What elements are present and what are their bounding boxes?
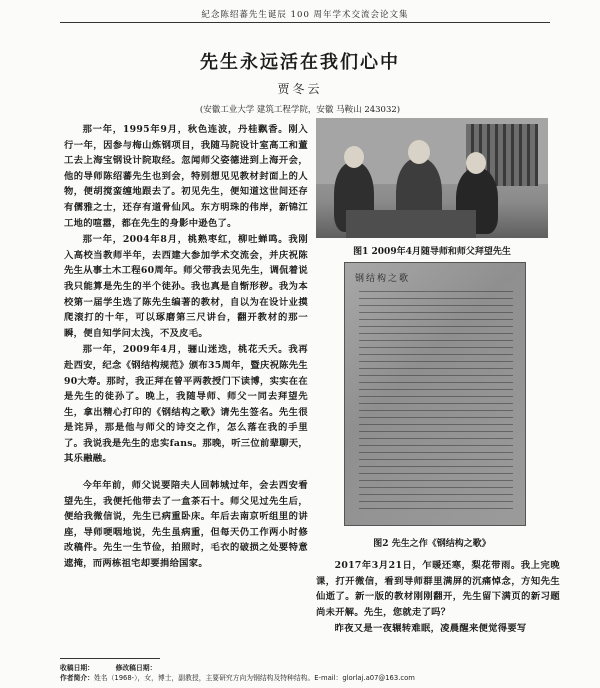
figure1-caption: 图1 2009年4月随导师和师父拜望先生 [353,247,511,257]
body-paragraph: 今年年前，师父说要陪夫人回韩城过年，会去西安看望先生，我便托他带去了一盒茶石十。师父见过先生后，便给我微信说，先生已病重卧床。年后去南京听组里的讲座，导师哽咽地说，先生虽病重，但每天仍工作两小时修改稿件。先生一生节俭，拍照时，毛衣的破损之处要特意遮掩，而两栋祖宅却要捐给国家。 [64,480,308,569]
footnote-dates [60,662,156,672]
footnote-rule [60,658,160,659]
body-paragraph: 2017年3月21日，乍暖还寒，梨花带雨。我上完晚课，打开微信，看到导师群里满屏的沉痛悼念，方知先生仙逝了。新一版的教材刚刚翻开，先生留下满页的新习题尚未开解。先生，您就走了吗？ [316,560,560,618]
figure1-photo [316,118,548,238]
figure2-book-cover [344,262,526,526]
photo-person-left-head [344,146,364,168]
author-bio-text: 姓名（1968-），女，博士，副教授，主要研究方向为钢结构及特种结构。E-mail：glorlaj.a07@163.com [93,674,415,682]
left-column [64,122,308,468]
photo-person-center-head [408,140,430,164]
author-bio-label: 作者简介： [60,674,94,682]
footnote-author-bio [60,672,415,682]
cover-title: 钢结构之歌 [355,274,411,284]
author-affiliation: (安徽工业大学 建筑工程学院，安徽 马鞍山 243032) [199,105,401,115]
revised-label: 修改稿日期： [115,664,157,672]
running-head: 紀念陈绍蕃先生诞辰 100 周年学术交流会论文集 [201,10,409,20]
figure2-caption: 图2 先生之作《钢结构之歌》 [373,539,491,549]
photo-table [346,210,476,238]
photo-person-right-head [466,152,486,174]
body-paragraph: 那一年，2009年4月，骊山迷迭，桃花夭夭。我再赴西安，纪念《钢结构规范》颁布35周年，暨庆祝陈先生90大寿。那时，我正拜在曾平两教授门下读博，实实在在是先生的徒孙了。晚上，我随导师、师父一同去拜望先生，拿出精心打印的《钢结构之歌》请先生签名。先生很是诧异，那是他与师父的诗交之作，怎么落在我的手里了。我说我是先生的忠实fans。那晚，听三位前辈聊天，其乐融融。 [64,344,308,465]
cover-handwriting [359,291,513,511]
right-column-text [316,558,560,638]
received-label: 收稿日期： [60,664,94,672]
body-paragraph: 那一年，2004年8月，桃熟枣红，柳吐蝉鸣。我刚入高校当教师半年，去西建大参加学术交流会，并庆祝陈先生从事土木工程60周年。师父带我去见先生，调侃着说我只能算是先生的半个徒孙。我也真是自惭形秽。我为本校第一届学生选了陈先生编著的教材，自以为在设计业摸爬滚打的十年，可以琢磨第三尺讲台，翻开教材的那一瞬，便自知学问太浅，不及皮毛。 [64,234,308,339]
left-bottom-column [64,478,308,573]
article-title: 先生永远活在我们心中 [200,52,400,73]
body-paragraph: 那一年，1995年9月，秋色连波，丹桂飘香。刚入行一年，因参与梅山炼钢项目，我随马院设计室高工和董工去上海宝钢设计院取经。忽闻师父姿德进到上海开会，他的导师陈绍蕃先生也到会，特别想见见教材封面上的人物，便胡搅蛮缠地跟去了。初见先生，便知道这世间还存有儒雅之士，还存有道骨仙风。东方明珠的伟岸，新锦江工地的喧嚣，都在先生的身影中逊色了。 [64,124,308,229]
article-author: 贾冬云 [277,82,323,96]
body-paragraph: 昨夜又是一夜辗转难眠，凌晨醒来便觉得要写 [334,623,527,635]
header-rule [60,22,550,23]
